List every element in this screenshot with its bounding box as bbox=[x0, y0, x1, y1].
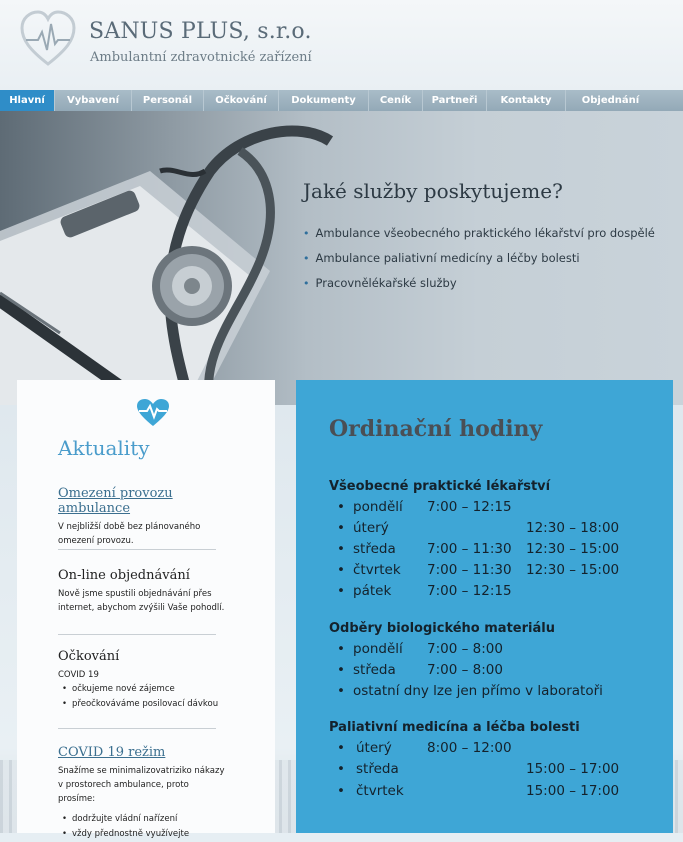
news-item-bullets bbox=[62, 682, 228, 712]
news-item-text: V nejbližší době bez plánovaného omezení provozu. bbox=[58, 522, 201, 546]
news-heading: Aktuality bbox=[58, 436, 150, 460]
hours-row: • středa 15:00 – 17:00 bbox=[337, 761, 620, 777]
hours-day: úterý bbox=[356, 740, 392, 756]
news-item-title: Očkování bbox=[58, 649, 120, 664]
news-item-title: On-line objednávání bbox=[58, 568, 190, 583]
brand-name[interactable]: SANUS PLUS, s.r.o. bbox=[89, 19, 312, 44]
hours-section-title: Odběry biologického materiálu bbox=[329, 621, 555, 636]
news-divider bbox=[58, 549, 216, 550]
office-hours-panel bbox=[296, 380, 673, 833]
hours-note: ostatní dny lze jen přímo v laboratoři bbox=[353, 683, 603, 699]
hours-time-morning: 7:00 – 11:30 bbox=[427, 541, 512, 557]
news-item bbox=[58, 568, 228, 615]
hero-banner bbox=[0, 111, 683, 405]
hours-time-afternoon: 12:30 – 15:00 bbox=[526, 541, 620, 557]
brand-tagline: Ambulantní zdravotnické zařízení bbox=[90, 50, 312, 65]
hours-day: středa bbox=[356, 761, 399, 777]
service-item: • Ambulance paliativní medicíny a léčby bolesti bbox=[303, 250, 655, 275]
news-item-title-link[interactable]: COVID 19 režim bbox=[58, 745, 166, 760]
hours-day: středa bbox=[353, 541, 396, 557]
hours-day: pátek bbox=[353, 583, 392, 599]
news-bullet: • dodržujte vládní nařízení bbox=[62, 812, 228, 827]
news-divider bbox=[58, 728, 216, 729]
news-bullet: • přeočkováváme posilovací dávkou bbox=[62, 697, 228, 712]
site-header bbox=[0, 0, 683, 90]
service-item: • Pracovnělékařské služby bbox=[303, 275, 655, 300]
hours-day: čtvrtek bbox=[353, 562, 401, 578]
heart-logo-icon[interactable] bbox=[20, 10, 76, 68]
main-navigation bbox=[0, 90, 683, 111]
services-heading: Jaké služby poskytujeme? bbox=[303, 179, 563, 203]
news-divider bbox=[58, 634, 216, 635]
hours-time-morning: 7:00 – 12:15 bbox=[427, 499, 512, 515]
hours-day: pondělí bbox=[353, 641, 403, 657]
hours-row: • čtvrtek 7:00 – 11:30 12:30 – 15:00 bbox=[337, 562, 620, 578]
hours-day: úterý bbox=[353, 520, 389, 536]
nav-item-vybaveni[interactable]: Vybavení bbox=[55, 90, 132, 111]
nav-item-ockovani[interactable]: Očkování bbox=[204, 90, 279, 111]
news-item bbox=[58, 649, 228, 712]
hours-time-morning: 7:00 – 8:00 bbox=[427, 641, 503, 657]
news-panel bbox=[17, 380, 275, 839]
hours-time-afternoon: 15:00 – 17:00 bbox=[526, 761, 620, 777]
office-hours-heading: Ordinační hodiny bbox=[329, 416, 543, 442]
hours-row: • středa 7:00 – 11:30 12:30 – 15:00 bbox=[337, 541, 620, 557]
service-item: • Ambulance všeobecného praktického lékařství pro dospělé bbox=[303, 225, 655, 250]
hours-row: • čtvrtek 15:00 – 17:00 bbox=[337, 783, 620, 799]
nav-item-personal[interactable]: Personál bbox=[132, 90, 204, 111]
nav-item-kontakty[interactable]: Kontakty bbox=[487, 90, 566, 111]
hours-row: • pondělí 7:00 – 8:00 bbox=[337, 641, 503, 657]
hours-day: středa bbox=[353, 662, 396, 678]
hours-time-morning: 7:00 – 12:15 bbox=[427, 583, 512, 599]
hours-time-afternoon: 12:30 – 18:00 bbox=[526, 520, 620, 536]
news-item-bullets bbox=[62, 812, 228, 842]
nav-item-cenik[interactable]: Ceník bbox=[369, 90, 423, 111]
hours-section-title: Všeobecné praktické lékařství bbox=[329, 479, 551, 494]
hours-row: • pátek 7:00 – 12:15 bbox=[337, 583, 512, 599]
hours-row: • úterý 12:30 – 18:00 bbox=[337, 520, 620, 536]
news-bullet: • vždy přednostně využívejte bbox=[62, 827, 228, 842]
hours-row: • úterý 8:00 – 12:00 bbox=[337, 740, 512, 756]
hours-row: • ostatní dny lze jen přímo v laboratoři bbox=[337, 683, 603, 699]
news-item bbox=[58, 745, 228, 842]
news-item bbox=[58, 486, 228, 548]
nav-item-objednani[interactable]: Objednání bbox=[581, 95, 640, 106]
services-list bbox=[303, 225, 655, 300]
news-item-text: COVID 19 bbox=[58, 670, 99, 680]
hours-time-morning: 7:00 – 8:00 bbox=[427, 662, 503, 678]
hours-row: • pondělí 7:00 – 12:15 bbox=[337, 499, 512, 515]
hours-time-morning: 8:00 – 12:00 bbox=[427, 740, 512, 756]
heart-pulse-icon bbox=[136, 398, 170, 428]
hours-day: pondělí bbox=[353, 499, 403, 515]
nav-item-dokumenty[interactable]: Dokumenty bbox=[279, 90, 369, 111]
hours-day: čtvrtek bbox=[356, 783, 404, 799]
hours-time-afternoon: 15:00 – 17:00 bbox=[526, 783, 620, 799]
hours-section-title: Paliativní medicína a léčba bolesti bbox=[329, 720, 580, 735]
news-bullet: • očkujeme nové zájemce bbox=[62, 682, 228, 697]
nav-item-hlavni[interactable]: Hlavní bbox=[0, 90, 55, 111]
news-item-title-link[interactable]: Omezení provozu ambulance bbox=[58, 486, 173, 516]
news-item-text: Nově jsme spustili objednávání přes internet, abychom zvýšili Vaše pohodlí. bbox=[58, 589, 225, 613]
news-item-text: Snažíme se minimalizovatriziko nákazy v prostorech ambulance, proto prosíme: bbox=[58, 766, 225, 804]
hours-time-afternoon: 12:30 – 15:00 bbox=[526, 562, 620, 578]
hours-time-morning: 7:00 – 11:30 bbox=[427, 562, 512, 578]
hours-row: • středa 7:00 – 8:00 bbox=[337, 662, 503, 678]
nav-item-partneri[interactable]: Partneři bbox=[423, 90, 487, 111]
